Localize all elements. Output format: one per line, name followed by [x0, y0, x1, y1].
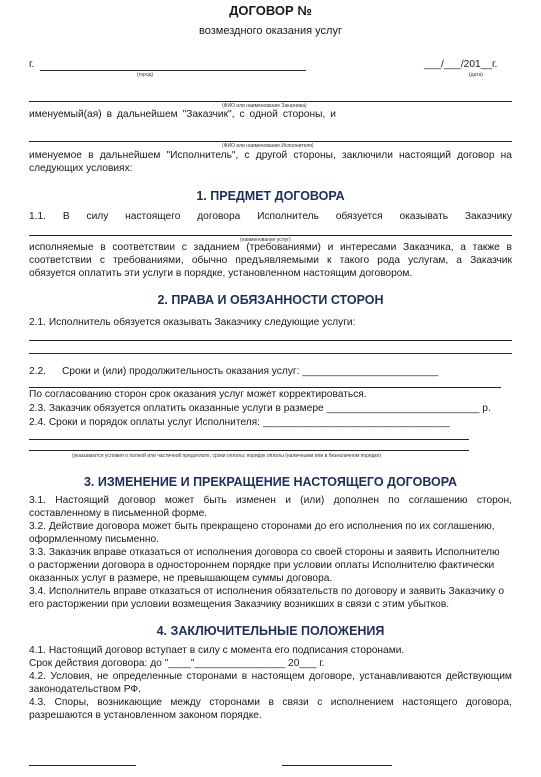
word: соглашению: [408, 495, 468, 506]
clause-4-3-last: разрешаются в установленном законом порядке.: [29, 710, 262, 721]
word: обычно: [191, 255, 228, 266]
word: исполняемые: [29, 242, 94, 253]
word: в: [241, 671, 248, 682]
customer-caption: (ФИО или наименование Заказчика): [222, 103, 307, 109]
word: обязуется: [335, 211, 383, 222]
word: возникающие: [97, 697, 162, 708]
word: в: [88, 150, 94, 161]
word: "Заказчик",: [182, 109, 235, 120]
word: требованиями,: [113, 255, 184, 266]
word: договор: [118, 495, 156, 506]
clause-2-4: 2.4. Сроки и порядок оплаты услуг Исполнителя: _________________________________: [29, 417, 450, 428]
date-field: ___/___/201__г.: [424, 59, 498, 70]
services-list-line-2: [29, 353, 512, 354]
word: договора: [197, 211, 241, 222]
clause-2-2-cont: По согласованию сторон срок оказания услуг может корректироваться.: [29, 389, 367, 400]
word: именуемый(ая): [29, 109, 102, 120]
word: быть: [203, 495, 227, 506]
word: к: [327, 255, 332, 266]
word: сторонами: [186, 671, 238, 682]
clause-1-1-line-1: [29, 211, 512, 223]
word: Заказчику: [464, 211, 512, 222]
word: договор: [457, 150, 495, 161]
word: между: [170, 697, 201, 708]
services-list-line-1: [29, 340, 512, 341]
word: сторонами: [209, 697, 260, 708]
services-line: [29, 235, 512, 236]
word: договора,: [465, 697, 512, 708]
word: заключили: [341, 150, 393, 161]
city-prefix: г.: [29, 59, 35, 70]
clause-3-4: 3.4. Исполнитель вправе отказаться от исполнения обязательств по договору и заявить Заказчику о: [29, 586, 505, 597]
document-subtitle: возмездного оказания услуг: [199, 25, 342, 37]
date-caption: (дата): [469, 72, 483, 78]
word: и: [285, 495, 291, 506]
document-title: ДОГОВОР №: [229, 3, 312, 18]
clause-4-2: [29, 671, 512, 683]
clause-4-1: 4.1. Настоящий договор вступает в силу с момента его подписания сторонами.: [29, 645, 405, 656]
clause-3-2-last: оформленному письменно.: [29, 534, 159, 545]
word: дальнейшем: [99, 150, 161, 161]
word: Условия,: [50, 671, 93, 682]
word: дополнен: [333, 495, 380, 506]
clause-3-3: 3.3. Заказчик вправе отказаться от исполнения договора со своей стороны и заявить Исполнителю: [29, 547, 500, 558]
section-2-heading: 2. ПРАВА И ОБЯЗАННОСТИ СТОРОН: [157, 293, 384, 307]
section-3-heading: 3. ИЗМЕНЕНИЕ И ПРЕКРАЩЕНИЕ НАСТОЯЩЕГО ДОГОВОРА: [83, 475, 458, 489]
word: в: [100, 242, 106, 253]
word: с: [99, 255, 105, 266]
customer-name-line: [29, 101, 512, 102]
word: также: [472, 242, 500, 253]
word: в: [506, 242, 512, 253]
word: не: [96, 671, 109, 682]
word: такого: [339, 255, 370, 266]
word: В: [62, 211, 70, 222]
clause-3-3-line-2: о расторжении договора в одностороннем порядке при условии оплаты Исполнителю фактически: [29, 560, 495, 571]
word: с: [244, 150, 250, 161]
word: именуемое: [29, 150, 82, 161]
section-1-heading: 1. ПРЕДМЕТ ДОГОВОРА: [196, 189, 345, 203]
word: определенные: [112, 671, 183, 682]
clause-1-1-line-3: [29, 255, 512, 267]
word: соответствии: [112, 242, 176, 253]
word: с: [181, 242, 187, 253]
word: 1.1.: [29, 211, 46, 222]
word: в: [268, 697, 274, 708]
word: Настоящий: [55, 495, 109, 506]
clause-3-3-last: оказанных услуг в размере, не превышающем суммы договора.: [29, 573, 333, 584]
word: а: [456, 255, 462, 266]
word: исполнением: [330, 697, 394, 708]
section-4-heading: 4. ЗАКЛЮЧИТЕЛЬНЫЕ ПОЛОЖЕНИЯ: [156, 624, 385, 638]
word: 4.2.: [29, 671, 46, 682]
clause-2-2: Сроки и (или) продолжительность оказания услуг: ________________________: [62, 366, 439, 377]
services-caption: (наименование услуг): [240, 237, 291, 243]
word: одной: [249, 109, 278, 120]
word: Заказчик: [470, 255, 512, 266]
word: стороны,: [293, 150, 336, 161]
customer-line: [29, 109, 336, 121]
word: настоящем: [251, 671, 305, 682]
city-line: [40, 70, 306, 71]
word: 4.3.: [29, 697, 46, 708]
word: (требованиями): [246, 242, 321, 253]
customer-signature-line: [29, 765, 136, 766]
word: и: [330, 109, 336, 120]
clause-3-1-last: составленному в письменной форме.: [29, 508, 208, 519]
word: действующим: [445, 671, 512, 682]
payment-caption: (указываются условия о полной или частичной предоплате, сроки оплаты; порядок оплаты (наличными или в безналичном порядке): [72, 453, 382, 459]
word: дальнейшем: [116, 109, 178, 120]
word: соответствии: [29, 255, 92, 266]
word: 3.1.: [29, 495, 46, 506]
word: по: [388, 495, 400, 506]
clause-1-1-line-4: обязуется оплатить эти услуги в порядке, установленном настоящим договором.: [29, 268, 413, 279]
clause-4-2-last: законодательством РФ.: [29, 684, 141, 695]
clause-3-4-last: его расторжении при условии возмещения Заказчику возникших в связи с этим убытков.: [29, 599, 450, 610]
word: оказывать: [399, 211, 449, 222]
word: Исполнитель: [257, 211, 319, 222]
executor-caption: (ФИО или наименование Исполнителя): [222, 143, 314, 149]
executor-signature-line: [282, 765, 392, 766]
contract-term: Срок действия договора: до "____"________________ 20___ г.: [29, 658, 325, 669]
word: услугам,: [408, 255, 449, 266]
word: Заказчика,: [403, 242, 454, 253]
word: договоре,: [309, 671, 355, 682]
word: связи: [282, 697, 309, 708]
clause-3-2: 3.2. Действие договора может быть прекращено сторонами до его исполнения по их соглашению,: [29, 521, 495, 532]
word: с: [317, 697, 323, 708]
terms-line: [29, 387, 501, 388]
clause-2-2-number: 2.2.: [29, 366, 46, 377]
executor-line-2: следующих условиях:: [29, 163, 133, 174]
clause-4-3: [29, 697, 512, 709]
word: с: [239, 109, 245, 120]
word: настоящего: [402, 697, 458, 708]
word: в: [106, 109, 112, 120]
clause-2-1: 2.1. Исполнитель обязуется оказывать Заказчику следующие услуги:: [29, 317, 356, 328]
word: "Исполнитель",: [166, 150, 239, 161]
word: предъявляемыми: [235, 255, 319, 266]
word: настоящего: [125, 211, 181, 222]
word: рода: [377, 255, 400, 266]
word: сторон,: [476, 495, 512, 506]
word: на: [500, 150, 512, 161]
word: может: [164, 495, 195, 506]
word: силу: [86, 211, 109, 222]
word: и: [327, 242, 334, 253]
word: а: [460, 242, 466, 253]
word: Споры,: [54, 697, 89, 708]
word: стороны,: [282, 109, 326, 120]
word: другой: [255, 150, 288, 161]
word: заданием: [193, 242, 240, 253]
word: интересами: [339, 242, 397, 253]
word: изменен: [235, 495, 276, 506]
payment-line-1: [29, 439, 469, 440]
city-caption: (город): [137, 72, 154, 78]
executor-name-line: [29, 141, 512, 142]
word: (или): [300, 495, 325, 506]
clause-1-1-line-2: [29, 242, 512, 254]
clause-2-3: 2.3. Заказчик обязуется оплатить оказанные услуги в размере ___________________________ р.: [29, 403, 491, 414]
word: настоящий: [399, 150, 451, 161]
clause-3-1: [29, 495, 512, 507]
word: устанавливаются: [359, 671, 442, 682]
payment-line-2: [29, 450, 469, 451]
executor-line: [29, 150, 512, 162]
